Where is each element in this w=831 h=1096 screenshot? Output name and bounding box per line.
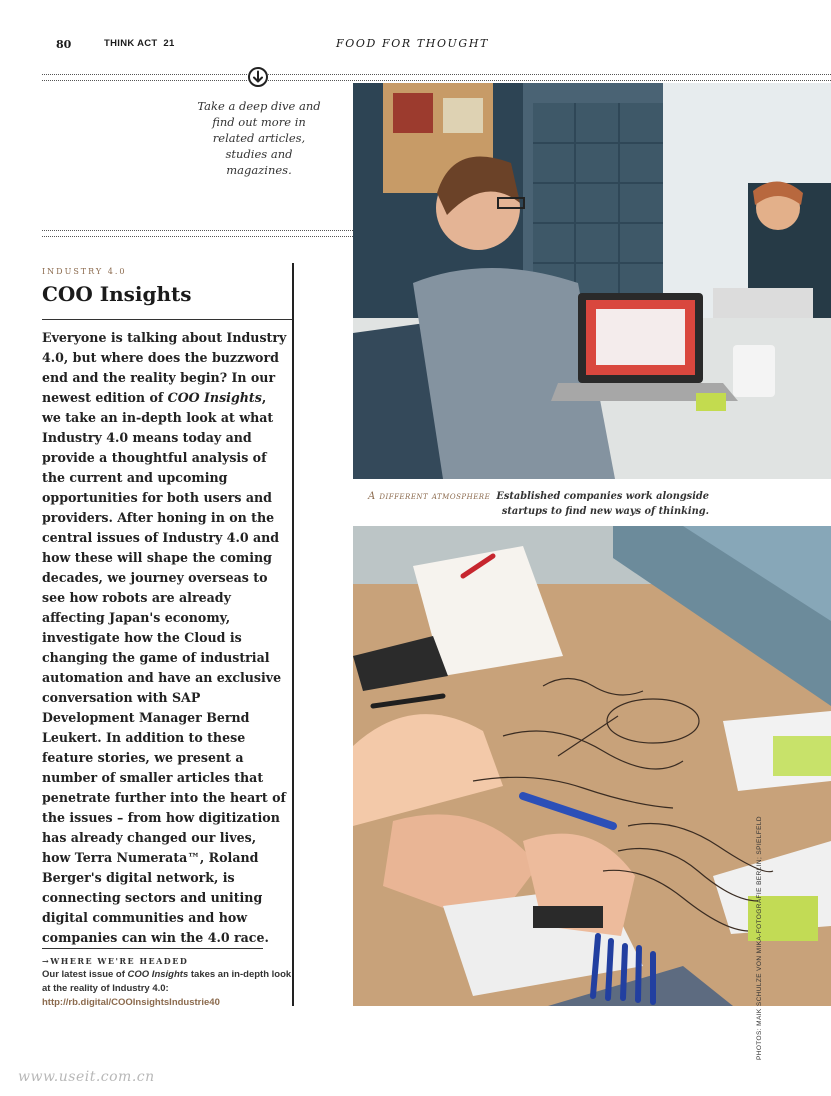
article-body-italic: COO Insights [167, 390, 262, 405]
cta-kicker: →WHERE WE'RE HEADED [42, 956, 189, 966]
cta-link[interactable]: http://rb.digital/COOInsightsIndustrie40 [42, 997, 220, 1008]
photo-credit: PHOTOS: MAIK SCHULZE VON MIKA-FOTOGRAFIE BERLIN; SPIELFELD [756, 815, 763, 1060]
section-title: FOOD FOR THOUGHT [336, 37, 489, 50]
caption-text: Established companies work alongside startups to find new ways of thinking. [496, 491, 709, 517]
cta-text-part-1: Our latest issue of [42, 969, 128, 980]
cta-rule [42, 948, 263, 949]
dotted-divider-top [42, 74, 831, 81]
office-photo [353, 83, 831, 479]
title-rule [42, 319, 294, 320]
page-number: 80 [56, 38, 72, 51]
column-rule [292, 263, 294, 1006]
article-body-part-1: Everyone is talking about Industry 4.0, but where does the buzzword end and the reality begin? In our newest edition of [42, 330, 287, 405]
office-illustration [353, 83, 831, 479]
watermark: www.useit.com.cn [18, 1069, 155, 1085]
article-body [42, 328, 288, 948]
article-title: COO Insights [42, 282, 192, 306]
magazine-name: THINK ACT 21 [104, 38, 175, 49]
caption-label: A different atmosphere [368, 491, 491, 502]
article-kicker: INDUSTRY 4.0 [42, 267, 127, 276]
article-body-part-2: , we take an in-depth look at what Industry 4.0 means today and provide a thoughtful analysis of the current and upcoming opportunities for both users and providers. After honing in on the central issues of Industry 4.0 and how these will shape the coming decades, we journey overseas to see how robots are already affecting Japan's economy, investigate how the Cloud is changing the game of industrial automation and have an exclusive conversation with SAP Development Manager Bernd Leukert. In addition to these feature stories, we present a number of smaller articles that penetrate further into the heart of the issues – from how digitization has already changed our lives, how Terra Numerata™, Roland Berger's digital network, is connecting sectors and uniting digital communities and how companies can win the 4.0 race. [42, 390, 286, 945]
photo-caption [353, 489, 709, 519]
cta-text [42, 968, 292, 1010]
dotted-divider-mid [42, 230, 353, 237]
cta-text-part-2: takes an in-depth look at the reality of Industry 4.0: [42, 969, 292, 994]
arrow-down-circle-icon [247, 66, 269, 88]
deep-dive-note: Take a deep dive and find out more in related articles, studies and magazines. [197, 99, 321, 177]
cta-text-italic: COO Insights [127, 969, 189, 980]
